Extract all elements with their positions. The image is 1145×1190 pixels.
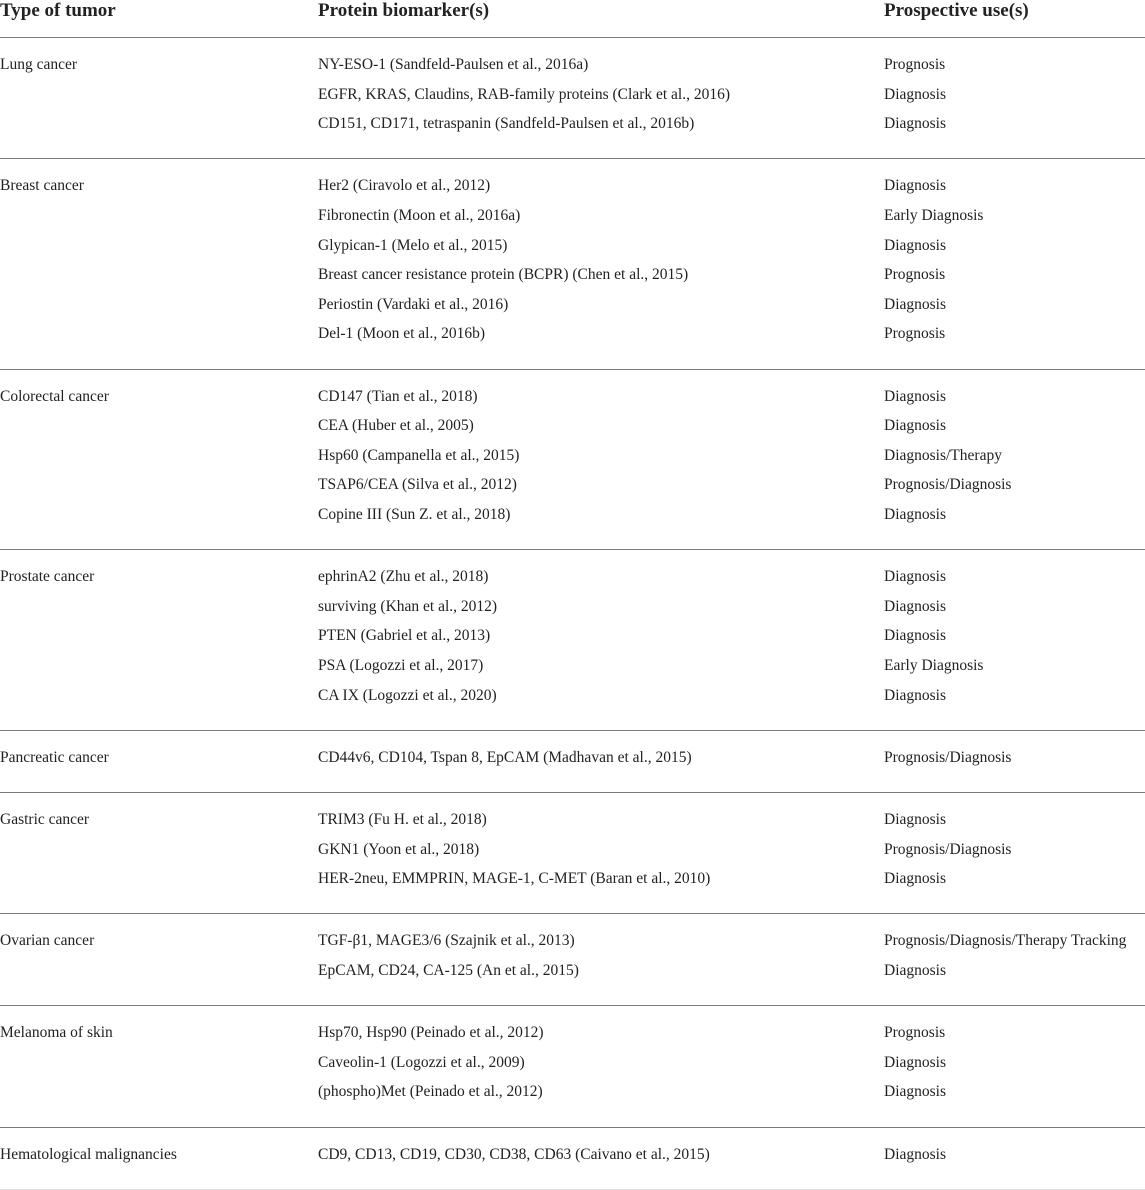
biomarker-cell: Periostin (Vardaki et al., 2016): [318, 295, 509, 313]
biomarker-cell: TGF-β1, MAGE3/6 (Szajnik et al., 2013): [318, 932, 575, 950]
table-row: [0, 687, 1145, 717]
biomarker-cell: CD147 (Tian et al., 2018): [318, 387, 478, 405]
prospective-use-cell: Diagnosis: [884, 870, 946, 888]
biomarker-cell: ephrinA2 (Zhu et al., 2018): [318, 568, 489, 586]
biomarker-cell: Hsp70, Hsp90 (Peinado et al., 2012): [318, 1024, 544, 1042]
biomarker-cell: Fibronectin (Moon et al., 2016a): [318, 206, 521, 224]
table-row: [0, 447, 1145, 477]
tumor-type-label: Hematological malignancies: [0, 1145, 177, 1163]
prospective-use-cell: Diagnosis/Therapy: [884, 446, 1002, 464]
tumor-type-label: Lung cancer: [0, 56, 78, 73]
tumor-group: [0, 1006, 1145, 1127]
tumor-type-label: Pancreatic cancer: [0, 748, 109, 766]
table-row: [0, 841, 1145, 871]
tumor-group: [0, 550, 1145, 731]
table-row: [0, 207, 1145, 237]
table-row: [0, 1146, 1145, 1176]
prospective-use-cell: Prognosis: [884, 56, 946, 73]
table-row: [0, 1054, 1145, 1084]
table-row: [0, 1024, 1145, 1054]
prospective-use-cell: Diagnosis: [884, 417, 946, 435]
prospective-use-cell: Prognosis: [884, 1024, 946, 1042]
biomarker-cell: (phospho)Met (Peinado et al., 2012): [318, 1083, 543, 1101]
table-row: [0, 1083, 1145, 1113]
table-row: [0, 417, 1145, 447]
header-prospective-uses: Prospective use(s): [884, 0, 1029, 21]
biomarker-cell: Her2 (Ciravolo et al., 2012): [318, 177, 491, 195]
biomarker-cell: GKN1 (Yoon et al., 2018): [318, 840, 480, 858]
biomarker-cell: Copine III (Sun Z. et al., 2018): [318, 505, 511, 523]
prospective-use-cell: Diagnosis: [884, 1145, 946, 1163]
biomarker-cell: Breast cancer resistance protein (BCPR) (Chen et al., 2015): [318, 266, 689, 284]
group-rows: [0, 932, 1145, 991]
table-row: [0, 266, 1145, 296]
group-rows: [0, 811, 1145, 900]
prospective-use-cell: Diagnosis: [884, 568, 946, 586]
biomarker-cell: Hsp60 (Campanella et al., 2015): [318, 446, 520, 464]
biomarker-cell: surviving (Khan et al., 2012): [318, 597, 498, 615]
prospective-use-cell: Diagnosis: [884, 387, 946, 405]
tumor-group: [0, 793, 1145, 914]
biomarker-cell: NY-ESO-1 (Sandfeld-Paulsen et al., 2016a): [318, 56, 589, 73]
biomarker-cell: PTEN (Gabriel et al., 2013): [318, 627, 491, 645]
biomarker-cell: EpCAM, CD24, CA-125 (An et al., 2015): [318, 961, 579, 979]
header-protein-biomarkers: Protein biomarker(s): [318, 0, 490, 21]
prospective-use-cell: Early Diagnosis: [884, 656, 984, 674]
table-row: [0, 568, 1145, 598]
tumor-type-label: Melanoma of skin: [0, 1024, 113, 1042]
group-rows: [0, 749, 1145, 779]
table-row: [0, 177, 1145, 207]
table-row: [0, 932, 1145, 962]
prospective-use-cell: Diagnosis: [884, 627, 946, 645]
prospective-use-cell: Diagnosis: [884, 1053, 946, 1071]
prospective-use-cell: Prognosis/Diagnosis: [884, 476, 1012, 494]
tumor-group: [0, 38, 1145, 159]
tumor-type-label: Colorectal cancer: [0, 387, 109, 405]
table-row: [0, 506, 1145, 536]
table-row: [0, 598, 1145, 628]
tumor-group: [0, 731, 1145, 793]
prospective-use-cell: Diagnosis: [884, 597, 946, 615]
tumor-group: [0, 370, 1145, 551]
group-rows: [0, 1146, 1145, 1176]
prospective-use-cell: Early Diagnosis: [884, 206, 984, 224]
tumor-group: [0, 1128, 1145, 1190]
biomarker-cell: TRIM3 (Fu H. et al., 2018): [318, 810, 487, 828]
group-rows: [0, 177, 1145, 355]
header-type-of-tumor: Type of tumor: [0, 0, 116, 21]
prospective-use-cell: Prognosis: [884, 266, 946, 284]
biomarker-cell: HER-2neu, EMMPRIN, MAGE-1, C-MET (Baran et al., 2010): [318, 870, 711, 888]
group-rows: [0, 1024, 1145, 1113]
prospective-use-cell: Diagnosis: [884, 295, 946, 313]
group-rows: [0, 56, 1145, 145]
biomarker-cell: CD151, CD171, tetraspanin (Sandfeld-Paulsen et al., 2016b): [318, 115, 695, 133]
prospective-use-cell: Prognosis/Diagnosis/Therapy Tracking: [884, 932, 1127, 950]
table-row: [0, 56, 1145, 86]
prospective-use-cell: Diagnosis: [884, 115, 946, 133]
table-row: [0, 476, 1145, 506]
biomarker-cell: Glypican-1 (Melo et al., 2015): [318, 236, 508, 254]
prospective-use-cell: Diagnosis: [884, 810, 946, 828]
biomarker-cell: CEA (Huber et al., 2005): [318, 417, 474, 435]
biomarker-cell: CD9, CD13, CD19, CD30, CD38, CD63 (Caivano et al., 2015): [318, 1145, 710, 1163]
prospective-use-cell: Diagnosis: [884, 1083, 946, 1101]
table-row: [0, 962, 1145, 992]
biomarker-cell: Del-1 (Moon et al., 2016b): [318, 325, 486, 343]
table-body: [0, 38, 1145, 1190]
prospective-use-cell: Diagnosis: [884, 177, 946, 195]
prospective-use-cell: Diagnosis: [884, 686, 946, 704]
prospective-use-cell: Diagnosis: [884, 85, 946, 103]
table-row: [0, 870, 1145, 900]
group-rows: [0, 568, 1145, 716]
prospective-use-cell: Diagnosis: [884, 236, 946, 254]
biomarker-cell: CA IX (Logozzi et al., 2020): [318, 686, 497, 704]
group-rows: [0, 388, 1145, 536]
biomarker-cell: CD44v6, CD104, Tspan 8, EpCAM (Madhavan et al., 2015): [318, 748, 692, 766]
tumor-type-label: Ovarian cancer: [0, 932, 95, 950]
table-row: [0, 657, 1145, 687]
table-row: [0, 749, 1145, 779]
tumor-group: [0, 159, 1145, 369]
biomarker-cell: PSA (Logozzi et al., 2017): [318, 656, 484, 674]
biomarker-cell: EGFR, KRAS, Claudins, RAB-family proteins (Clark et al., 2016): [318, 85, 731, 103]
tumor-type-label: Gastric cancer: [0, 810, 90, 828]
table-header: [0, 0, 1145, 38]
biomarker-cell: TSAP6/CEA (Silva et al., 2012): [318, 476, 517, 494]
prospective-use-cell: Prognosis/Diagnosis: [884, 748, 1012, 766]
table-row: [0, 296, 1145, 326]
tumor-type-label: Breast cancer: [0, 177, 84, 195]
table-row: [0, 811, 1145, 841]
prospective-use-cell: Prognosis/Diagnosis: [884, 840, 1012, 858]
biomarker-cell: Caveolin-1 (Logozzi et al., 2009): [318, 1053, 525, 1071]
table-row: [0, 86, 1145, 116]
prospective-use-cell: Diagnosis: [884, 505, 946, 523]
tumor-type-label: Prostate cancer: [0, 568, 95, 586]
tumor-group: [0, 914, 1145, 1006]
table-row: [0, 627, 1145, 657]
table-row: [0, 237, 1145, 267]
table-row: [0, 115, 1145, 145]
table-row: [0, 388, 1145, 418]
prospective-use-cell: Diagnosis: [884, 961, 946, 979]
table-row: [0, 325, 1145, 355]
prospective-use-cell: Prognosis: [884, 325, 946, 343]
